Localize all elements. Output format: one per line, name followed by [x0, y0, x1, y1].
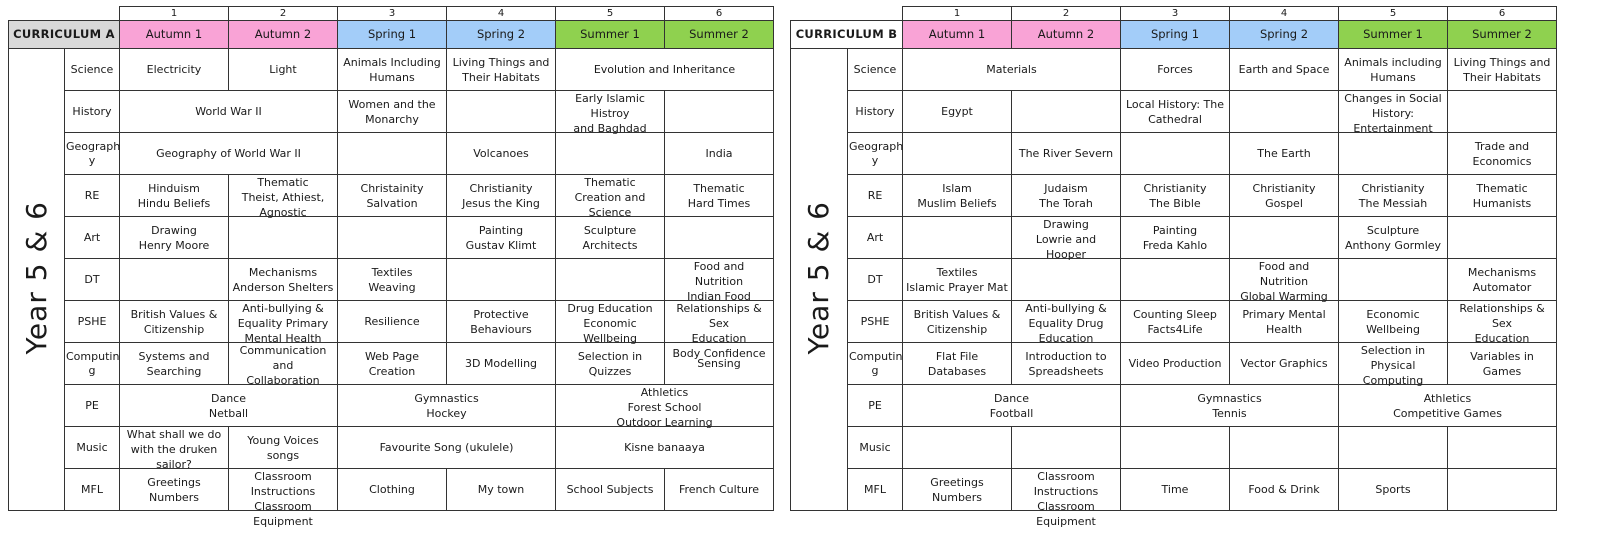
- curriculum-cell: [1230, 469, 1339, 511]
- cell-text: Anti-bullying & Equality Primary Mental Health: [237, 302, 329, 345]
- curriculum-cell: [556, 301, 665, 343]
- subject-name: PSHE: [65, 301, 120, 343]
- subject-name: Music: [848, 427, 903, 469]
- term-number: 6: [1448, 7, 1557, 21]
- cell-text: Evolution and Inheritance: [593, 63, 736, 76]
- curriculum-cell: [1339, 133, 1448, 175]
- subject-row: [9, 301, 774, 343]
- cell-text: British Values & Citizenship: [913, 307, 1001, 336]
- curriculum-cell: [338, 49, 447, 91]
- curriculum-cell: [556, 427, 774, 469]
- curriculum-cell: [1121, 301, 1230, 343]
- curriculum-cell: [1339, 469, 1448, 511]
- cell-text: What shall we do with the druken sailor?: [126, 428, 222, 471]
- subject-row: [791, 385, 1557, 427]
- curriculum-cell: [665, 259, 774, 301]
- cell-text: Textiles Islamic Prayer Mat: [906, 265, 1008, 294]
- curriculum-cell: [120, 469, 229, 511]
- curriculum-cell: [903, 259, 1012, 301]
- cell-text: Egypt: [941, 105, 973, 118]
- cell-text: Counting Sleep Facts4Life: [1133, 307, 1217, 336]
- curriculum-cell: [556, 343, 665, 385]
- term-header: Autumn 2: [229, 21, 338, 49]
- curriculum-cell: [1230, 49, 1339, 91]
- curriculum-table: [8, 6, 774, 528]
- cell-text: School Subjects: [566, 483, 654, 496]
- curriculum-cell: [556, 469, 665, 511]
- curriculum-cell: [1339, 259, 1448, 301]
- curriculum-cell: [1339, 175, 1448, 217]
- curriculum-cell: [120, 49, 229, 91]
- curriculum-cell: [1012, 91, 1121, 133]
- cell-text: Relationships & Sex Education Body Confidence: [672, 302, 766, 360]
- cell-text: Living Things and Their Habitats: [1453, 55, 1551, 84]
- cell-text: Greetings Numbers: [147, 475, 201, 504]
- cell-text: Christianity Gospel: [1252, 181, 1316, 210]
- cell-text: Materials: [986, 63, 1037, 76]
- cell-text: Introduction to Spreadsheets: [1025, 349, 1107, 378]
- curriculum-cell: [1012, 133, 1121, 175]
- curriculum-cell: [665, 133, 774, 175]
- cell-text: Protective Behaviours: [470, 307, 532, 336]
- cell-text: Drawing Henry Moore: [138, 223, 210, 252]
- cell-text: Christianity The Messiah: [1358, 181, 1428, 210]
- curriculum-cell: [1448, 133, 1557, 175]
- subject-name: Computin g: [65, 343, 120, 385]
- curriculum-cell: [447, 301, 556, 343]
- curriculum-a-grid: [8, 6, 774, 528]
- curriculum-cell: [1012, 175, 1121, 217]
- curriculum-cell: [447, 259, 556, 301]
- curriculum-cell: [1230, 301, 1339, 343]
- term-header: Summer 2: [1448, 21, 1557, 49]
- curriculum-cell: [447, 91, 556, 133]
- cell-text: Christianity Jesus the King: [462, 181, 540, 210]
- year-group-label: Year 5 & 6: [19, 200, 53, 355]
- cell-text: Primary Mental Health: [1242, 307, 1326, 336]
- cell-text: Living Things and Their Habitats: [452, 55, 550, 84]
- subject-name: RE: [848, 175, 903, 217]
- subject-name: Art: [65, 217, 120, 259]
- year-group-label: Year 5 & 6: [802, 200, 835, 355]
- term-header: Spring 2: [447, 21, 556, 49]
- curriculum-cell: [1230, 259, 1339, 301]
- term-number: 2: [229, 7, 338, 21]
- curriculum-cell: [1339, 49, 1448, 91]
- curriculum-cell: [903, 91, 1012, 133]
- curriculum-cell: [1012, 301, 1121, 343]
- curriculum-cell: [447, 217, 556, 259]
- subject-name: RE: [65, 175, 120, 217]
- curriculum-cell: [1121, 385, 1339, 427]
- blank-corner: [9, 7, 120, 21]
- cell-text: Classroom Instructions Classroom Equipment: [250, 470, 316, 528]
- curriculum-title: CURRICULUM A: [9, 21, 120, 49]
- cell-text: Gymnastics Hockey: [414, 391, 479, 420]
- curriculum-cell: [338, 427, 556, 469]
- curriculum-cell: [447, 469, 556, 511]
- subject-row: [9, 133, 774, 175]
- cell-text: Communication and Collaboration: [239, 344, 327, 387]
- term-header: Summer 2: [665, 21, 774, 49]
- curriculum-cell: [338, 343, 447, 385]
- cell-text: Clothing: [369, 483, 415, 496]
- subject-name: MFL: [848, 469, 903, 511]
- curriculum-cell: [120, 385, 338, 427]
- curriculum-cell: [1448, 343, 1557, 385]
- curriculum-cell: [1448, 301, 1557, 343]
- cell-text: Changes in Social History: Entertainment: [1344, 92, 1442, 135]
- subject-name: Science: [848, 49, 903, 91]
- cell-text: Local History: The Cathedral: [1125, 97, 1224, 126]
- curriculum-cell: [665, 301, 774, 360]
- term-number-row: [791, 7, 1557, 21]
- subject-name: PE: [65, 385, 120, 427]
- curriculum-cell: [120, 133, 338, 175]
- subject-name: Science: [65, 49, 120, 91]
- curriculum-cell: [120, 217, 229, 259]
- cell-text: Drawing Lowrie and Hooper: [1035, 218, 1097, 261]
- curriculum-cell: [447, 49, 556, 91]
- cell-text: Light: [269, 63, 297, 76]
- term-number: 4: [1230, 7, 1339, 21]
- curriculum-cell: [665, 91, 774, 133]
- curriculum-cell: [556, 91, 665, 133]
- cell-text: French Culture: [678, 483, 760, 496]
- curriculum-cell: [1230, 175, 1339, 217]
- curriculum-cell: [1339, 385, 1557, 427]
- curriculum-cell: [1121, 175, 1230, 217]
- curriculum-cell: [1012, 343, 1121, 385]
- cell-text: Textiles Weaving: [368, 265, 416, 294]
- term-number: 1: [903, 7, 1012, 21]
- curriculum-cell: [556, 175, 665, 217]
- curriculum-cell: [903, 217, 1012, 259]
- cell-text: Judaism The Torah: [1039, 181, 1093, 210]
- cell-text: Thematic Humanists: [1472, 181, 1532, 210]
- curriculum-cell: [1230, 343, 1339, 385]
- cell-text: India: [705, 147, 733, 160]
- curriculum-cell: [903, 469, 1012, 511]
- cell-text: Women and the Monarchy: [348, 97, 436, 126]
- cell-text: Thematic Theist, Athiest, Agnostic: [241, 176, 325, 219]
- cell-text: Athletics Forest School Outdoor Learning: [616, 386, 713, 429]
- cell-text: Hinduism Hindu Beliefs: [137, 181, 211, 210]
- curriculum-cell: [338, 175, 447, 217]
- curriculum-cell: [1448, 49, 1557, 91]
- curriculum-cell: [903, 301, 1012, 343]
- curriculum-cell: [1230, 91, 1339, 133]
- curriculum-cell: [556, 259, 665, 301]
- curriculum-cell: [1230, 427, 1339, 469]
- curriculum-cell: [1448, 217, 1557, 259]
- curriculum-cell: [229, 175, 338, 217]
- cell-text: Variables in Games: [1470, 349, 1534, 378]
- curriculum-cell: [665, 175, 774, 217]
- cell-text: Food and Nutrition Global Warming: [1240, 260, 1328, 303]
- cell-text: Islam Muslim Beliefs: [917, 181, 997, 210]
- subject-row: [9, 343, 774, 385]
- cell-text: Systems and Searching: [138, 349, 210, 378]
- cell-text: World War II: [195, 105, 262, 118]
- year-group-cell: [791, 49, 848, 511]
- cell-text: The Earth: [1257, 147, 1311, 160]
- cell-text: Selection in Physical Computing: [1360, 344, 1426, 387]
- curriculum-cell: [1339, 343, 1448, 385]
- curriculum-title: CURRICULUM B: [791, 21, 903, 49]
- term-header: Spring 2: [1230, 21, 1339, 49]
- curriculum-cell: [1012, 427, 1121, 469]
- cell-text: Electricity: [146, 63, 202, 76]
- cell-text: Forces: [1157, 63, 1193, 76]
- cell-text: Christainity Salvation: [360, 181, 424, 210]
- subject-row: [791, 301, 1557, 343]
- subject-name: PE: [848, 385, 903, 427]
- cell-text: My town: [477, 483, 525, 496]
- subject-row: [791, 217, 1557, 259]
- curriculum-cell: [665, 217, 774, 259]
- cell-text: Selection in Quizzes: [577, 349, 643, 378]
- subject-row: [9, 427, 774, 469]
- subject-name: Music: [65, 427, 120, 469]
- subject-row: [791, 259, 1557, 301]
- subject-row: [9, 469, 774, 511]
- curriculum-cell: [903, 133, 1012, 175]
- curriculum-cell: [903, 49, 1121, 91]
- cell-text: Time: [1161, 483, 1189, 496]
- curriculum-cell: [120, 343, 229, 385]
- curriculum-cell: [229, 217, 338, 259]
- subject-name: DT: [65, 259, 120, 301]
- subject-row: [791, 175, 1557, 217]
- curriculum-cell: [338, 259, 447, 301]
- curriculum-cell: [556, 49, 774, 91]
- term-header: Autumn 1: [120, 21, 229, 49]
- subject-name: History: [65, 91, 120, 133]
- subject-row: [9, 175, 774, 217]
- cell-text: Resilience: [364, 315, 420, 328]
- curriculum-cell: [1448, 91, 1557, 133]
- curriculum-cell: [903, 427, 1012, 469]
- subject-row: [9, 385, 774, 427]
- curriculum-cell: [1121, 91, 1230, 133]
- curriculum-cell: [120, 175, 229, 217]
- cell-text: Athletics Competitive Games: [1393, 391, 1502, 420]
- curriculum-table: [790, 6, 1557, 528]
- cell-text: Young Voices songs: [247, 433, 319, 462]
- curriculum-cell: [1230, 133, 1339, 175]
- curriculum-cell: [665, 469, 774, 511]
- curriculum-cell: [903, 343, 1012, 385]
- cell-text: Painting Gustav Klimt: [465, 223, 537, 252]
- subject-name: Geograph y: [65, 133, 120, 175]
- curriculum-cell: [447, 133, 556, 175]
- subject-name: Art: [848, 217, 903, 259]
- cell-text: Painting Freda Kahlo: [1142, 223, 1208, 252]
- curriculum-cell: [1448, 469, 1557, 511]
- cell-text: 3D Modelling: [464, 357, 538, 370]
- term-number: 6: [665, 7, 774, 21]
- cell-text: Mechanisms Anderson Shelters: [232, 265, 334, 294]
- subject-row: [9, 217, 774, 259]
- curriculum-cell: [338, 469, 447, 511]
- curriculum-cell: [1121, 133, 1230, 175]
- curriculum-cell: [556, 217, 665, 259]
- cell-text: Drug Education Economic Wellbeing: [567, 302, 653, 345]
- cell-text: Dance Football: [989, 391, 1034, 420]
- curriculum-cell: [1121, 427, 1230, 469]
- curriculum-cell: [1121, 469, 1230, 511]
- curriculum-cell: [1448, 427, 1557, 469]
- curriculum-cell: [229, 49, 338, 91]
- curriculum-cell: [1339, 217, 1448, 259]
- cell-text: Greetings Numbers: [930, 475, 984, 504]
- cell-text: Sports: [1375, 483, 1411, 496]
- cell-text: Classroom Instructions Classroom Equipment: [1033, 470, 1099, 528]
- subject-row: [9, 91, 774, 133]
- curriculum-cell: [120, 91, 338, 133]
- term-number: 4: [447, 7, 556, 21]
- curriculum-cell: [1339, 427, 1448, 469]
- cell-text: Web Page Creation: [364, 349, 420, 378]
- curriculum-cell: [338, 385, 556, 427]
- term-header: Autumn 1: [903, 21, 1012, 49]
- curriculum-cell: [1012, 469, 1121, 528]
- cell-text: Trade and Economics: [1472, 139, 1532, 168]
- curriculum-cell: [447, 343, 556, 385]
- term-header-row: [9, 21, 774, 49]
- subject-row: [791, 91, 1557, 133]
- term-number: 3: [338, 7, 447, 21]
- curriculum-cell: [1121, 49, 1230, 91]
- term-header: Spring 1: [338, 21, 447, 49]
- subject-name: Geograph y: [848, 133, 903, 175]
- subject-name: DT: [848, 259, 903, 301]
- subject-row: [791, 49, 1557, 91]
- cell-text: Volcanoes: [473, 147, 529, 160]
- subject-row: [9, 49, 774, 91]
- curriculum-cell: [1448, 175, 1557, 217]
- curriculum-cell: [120, 259, 229, 301]
- subject-name: History: [848, 91, 903, 133]
- subject-row: [791, 133, 1557, 175]
- curriculum-cell: [338, 217, 447, 259]
- cell-text: Vector Graphics: [1240, 357, 1328, 370]
- term-header: Autumn 2: [1012, 21, 1121, 49]
- cell-text: Anti-bullying & Equality Drug Education: [1025, 302, 1107, 345]
- cell-text: Kisne banaaya: [624, 441, 705, 454]
- cell-text: Gymnastics Tennis: [1197, 391, 1262, 420]
- curriculum-cell: [229, 259, 338, 301]
- term-header: Summer 1: [1339, 21, 1448, 49]
- curriculum-cell: [229, 469, 338, 528]
- curriculum-cell: [229, 343, 338, 385]
- cell-text: Flat File Databases: [927, 349, 987, 378]
- cell-text: Earth and Space: [1238, 63, 1330, 76]
- cell-text: Sculpture Architects: [582, 223, 638, 252]
- curriculum-cell: [903, 175, 1012, 217]
- cell-text: British Values & Citizenship: [130, 307, 218, 336]
- term-number-row: [9, 7, 774, 21]
- curriculum-cell: [1121, 259, 1230, 301]
- cell-text: Sculpture Anthony Gormley: [1344, 223, 1442, 252]
- subject-row: [791, 469, 1557, 511]
- blank-corner: [791, 7, 903, 21]
- curriculum-cell: [1339, 301, 1448, 343]
- term-number: 5: [1339, 7, 1448, 21]
- term-header-row: [791, 21, 1557, 49]
- cell-text: Christianity The Bible: [1143, 181, 1207, 210]
- curriculum-cell: [1448, 259, 1557, 301]
- cell-text: Early Islamic Histroy and Baghdad: [573, 92, 647, 135]
- curriculum-cell: [903, 385, 1121, 427]
- curriculum-cell: [338, 301, 447, 343]
- subject-row: [791, 427, 1557, 469]
- subject-name: MFL: [65, 469, 120, 511]
- cell-text: Relationships & Sex Education: [1459, 302, 1545, 345]
- cell-text: Favourite Song (ukulele): [379, 441, 514, 454]
- cell-text: Food & Drink: [1248, 483, 1320, 496]
- cell-text: Food and Nutrition Indian Food: [687, 260, 751, 303]
- cell-text: Sensing: [697, 357, 741, 370]
- cell-text: Economic Wellbeing: [1366, 307, 1420, 336]
- term-header: Spring 1: [1121, 21, 1230, 49]
- cell-text: Thematic Creation and Science: [574, 176, 646, 219]
- cell-text: Animals Including Humans: [343, 55, 441, 84]
- curriculum-cell: [556, 385, 774, 427]
- curriculum-b-grid: [790, 6, 1557, 528]
- curriculum-cell: [1230, 217, 1339, 259]
- cell-text: Thematic Hard Times: [687, 181, 751, 210]
- year-group-cell: [9, 49, 65, 511]
- curriculum-cell: [229, 301, 338, 343]
- term-number: 3: [1121, 7, 1230, 21]
- curriculum-cell: [229, 427, 338, 469]
- curriculum-cell: [1121, 343, 1230, 385]
- term-header: Summer 1: [556, 21, 665, 49]
- curriculum-cell: [1339, 91, 1448, 133]
- term-number: 5: [556, 7, 665, 21]
- cell-text: Geography of World War II: [156, 147, 301, 160]
- curriculum-cell: [1121, 217, 1230, 259]
- cell-text: Dance Netball: [208, 391, 249, 420]
- curriculum-cell: [447, 175, 556, 217]
- curriculum-cell: [1012, 217, 1121, 259]
- subject-name: Computin g: [848, 343, 903, 385]
- subject-row: [9, 259, 774, 301]
- cell-text: The River Severn: [1018, 147, 1114, 160]
- term-number: 1: [120, 7, 229, 21]
- cell-text: Video Production: [1128, 357, 1222, 370]
- curriculum-cell: [338, 91, 447, 133]
- curriculum-cell: [120, 301, 229, 343]
- subject-row: [791, 343, 1557, 385]
- curriculum-cell: [556, 133, 665, 175]
- cell-text: Animals including Humans: [1344, 55, 1442, 84]
- curriculum-cell: [120, 427, 229, 469]
- subject-name: PSHE: [848, 301, 903, 343]
- cell-text: Mechanisms Automator: [1467, 265, 1537, 294]
- curriculum-cell: [1012, 259, 1121, 301]
- curriculum-cell: [338, 133, 447, 175]
- term-number: 2: [1012, 7, 1121, 21]
